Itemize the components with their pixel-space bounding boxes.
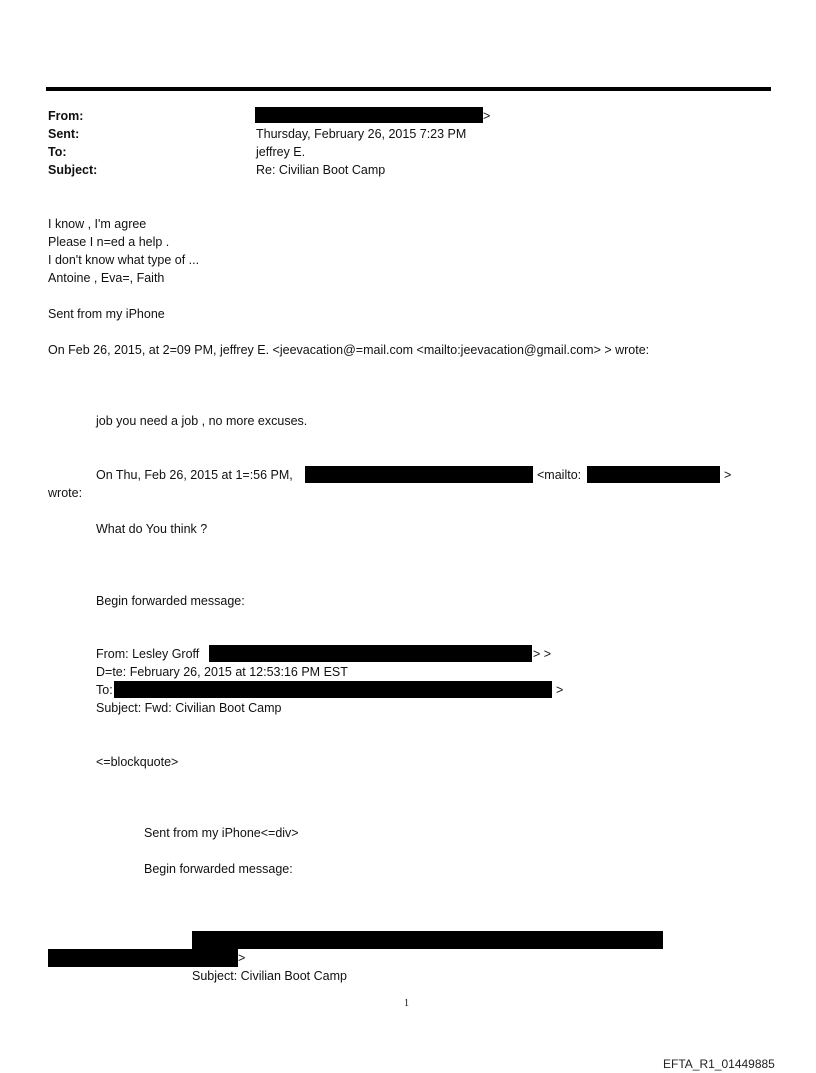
sent-label: Sent: [48, 127, 80, 141]
inner-signature: Sent from my iPhone<=div> [144, 826, 299, 840]
subject-value: Re: Civilian Boot Camp [256, 163, 386, 177]
forward-begin: Begin forwarded message: [96, 594, 245, 608]
header-rule [46, 87, 771, 91]
document-id: EFTA_R1_01449885 [663, 1057, 775, 1071]
redaction [587, 466, 720, 483]
reply-text: What do You think ? [96, 522, 208, 536]
from-label: From: [48, 109, 84, 123]
redaction [192, 931, 663, 949]
to-value: jeffrey E. [256, 145, 306, 159]
redaction [305, 466, 533, 483]
blockquote-tag: <=blockquote> [96, 755, 179, 769]
sent-value: Thursday, February 26, 2015 7:23 PM [256, 127, 467, 141]
to-label: To: [48, 145, 67, 159]
quote2-intro: On Thu, Feb 26, 2015 at 1=:56 PM, [96, 468, 293, 482]
quote2-mailto: <mailto: [537, 468, 582, 482]
quote2-end: > [724, 468, 732, 482]
redaction [48, 949, 238, 967]
fwd-date: D=te: February 26, 2015 at 12:53:16 PM EST [96, 665, 348, 679]
inner-suffix: > [238, 951, 246, 965]
reply-text: job you need a job , no more excuses. [96, 414, 308, 428]
subject-label: Subject: [48, 163, 98, 177]
inner-subject: Subject: Civilian Boot Camp [192, 969, 347, 983]
inner-forward-begin: Begin forwarded message: [144, 862, 293, 876]
fwd-from: From: Lesley Groff [96, 647, 200, 661]
quote-intro: On Feb 26, 2015, at 2=09 PM, jeffrey E. <jeevacation@=mail.com <mailto:jeevacation@gmail.com> > wrote: [48, 343, 650, 357]
fwd-from-suffix: > > [533, 647, 552, 661]
redaction [114, 681, 552, 698]
page-number: 1 [404, 998, 409, 1009]
quote2-wrote: wrote: [48, 486, 83, 500]
body-line: Antoine , Eva=, Faith [48, 271, 165, 285]
fwd-subject: Subject: Fwd: Civilian Boot Camp [96, 701, 282, 715]
redaction [255, 107, 483, 123]
body-line: Please I n=ed a help . [48, 235, 170, 249]
body-line: I don't know what type of ... [48, 253, 200, 267]
signature: Sent from my iPhone [48, 307, 165, 321]
fwd-to: To: [96, 683, 113, 697]
redaction [209, 645, 532, 662]
body-line: I know , I'm agree [48, 217, 147, 231]
fwd-to-suffix: > [556, 683, 564, 697]
from-suffix: > [483, 109, 491, 123]
